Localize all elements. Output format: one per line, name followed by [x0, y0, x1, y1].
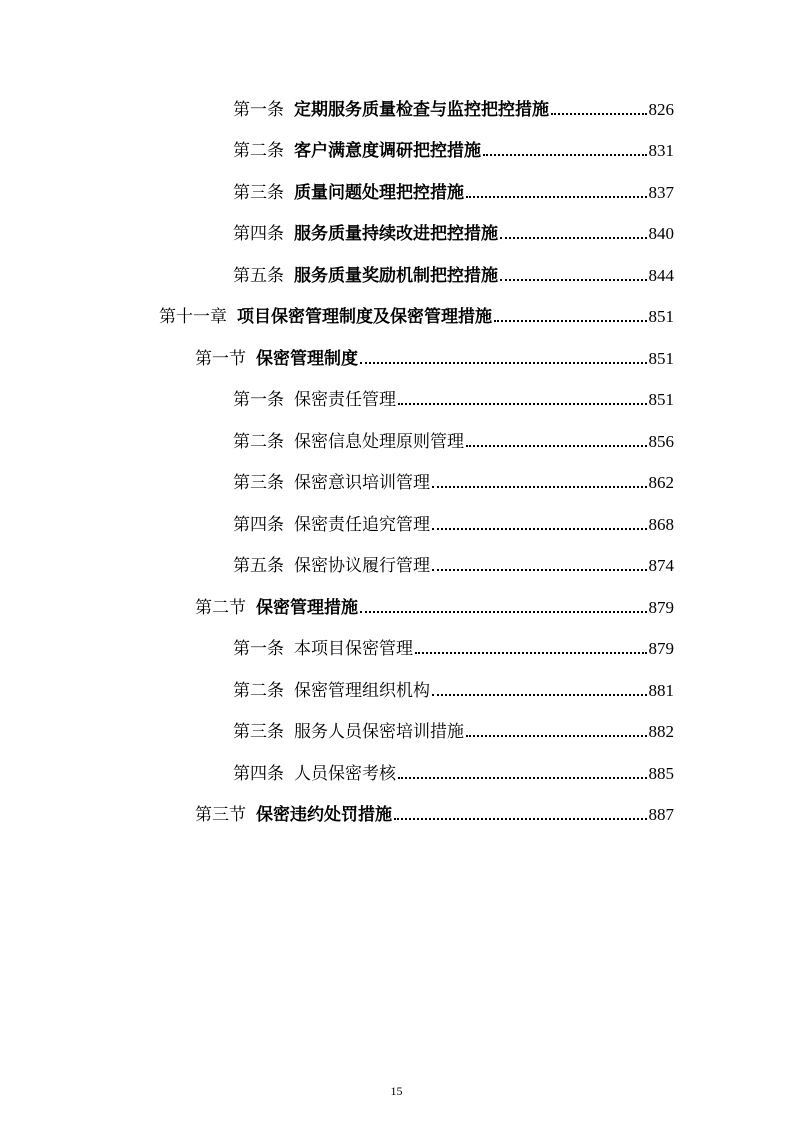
toc-entry-number: 第五条 — [233, 265, 284, 286]
toc-entry-title: 保密责任管理 — [294, 390, 396, 411]
toc-entry-section[interactable] — [0, 338, 674, 380]
toc-entry-page: 831 — [648, 141, 674, 161]
toc-entry-title: 保密协议履行管理 — [294, 556, 430, 577]
toc-entry-number: 第四条 — [233, 514, 284, 535]
toc-entry-article[interactable] — [0, 504, 674, 546]
toc-entry-title: 保密责任追究管理 — [294, 514, 430, 535]
toc-entry-title: 保密违约处罚措施 — [256, 805, 392, 826]
toc-entry-page: 862 — [648, 473, 674, 493]
toc-dot-leader — [360, 362, 647, 364]
toc-entry-number: 第一条 — [233, 390, 284, 411]
toc-entry-article[interactable] — [0, 172, 674, 214]
toc-dot-leader — [466, 196, 647, 198]
toc-dot-leader — [415, 652, 647, 654]
table-of-contents — [0, 89, 793, 836]
toc-entry-page: 856 — [648, 431, 674, 451]
toc-dot-leader — [500, 279, 647, 281]
toc-entry-number: 第二条 — [233, 141, 284, 162]
toc-entry-article[interactable] — [0, 380, 674, 422]
toc-entry-title: 服务质量持续改进把控措施 — [294, 224, 498, 245]
toc-entry-page: 851 — [648, 348, 674, 368]
toc-entry-number: 第一条 — [233, 639, 284, 660]
toc-entry-page: 826 — [648, 99, 674, 119]
toc-entry-number: 第三条 — [233, 722, 284, 743]
toc-entry-title: 保密管理制度 — [256, 348, 358, 369]
toc-dot-leader — [394, 818, 647, 820]
toc-entry-title: 保密意识培训管理 — [294, 473, 430, 494]
toc-entry-page: 851 — [648, 307, 674, 327]
toc-dot-leader — [432, 528, 647, 530]
toc-entry-page: 844 — [648, 265, 674, 285]
toc-dot-leader — [432, 569, 647, 571]
toc-entry-article[interactable] — [0, 629, 674, 671]
toc-entry-number: 第十一章 — [159, 307, 227, 328]
toc-entry-number: 第二条 — [233, 680, 284, 701]
toc-entry-number: 第二节 — [195, 597, 246, 618]
toc-entry-number: 第三条 — [233, 473, 284, 494]
toc-dot-leader — [551, 113, 647, 115]
toc-entry-page: 868 — [648, 514, 674, 534]
page-number: 15 — [390, 1084, 403, 1098]
toc-entry-number: 第三条 — [233, 182, 284, 203]
toc-dot-leader — [500, 237, 647, 239]
toc-entry-article[interactable] — [0, 712, 674, 754]
toc-dot-leader — [360, 611, 647, 613]
toc-entry-title: 定期服务质量检查与监控把控措施 — [294, 99, 549, 120]
toc-entry-article[interactable] — [0, 255, 674, 297]
toc-entry-page: 885 — [648, 763, 674, 783]
toc-dot-leader — [494, 320, 647, 322]
toc-dot-leader — [398, 403, 647, 405]
toc-entry-number: 第二条 — [233, 431, 284, 452]
toc-entry-title: 客户满意度调研把控措施 — [294, 141, 481, 162]
toc-entry-title: 本项目保密管理 — [294, 639, 413, 660]
toc-entry-article[interactable] — [0, 463, 674, 505]
toc-entry-title: 人员保密考核 — [294, 763, 396, 784]
toc-entry-page: 837 — [648, 182, 674, 202]
toc-entry-page: 879 — [648, 639, 674, 659]
toc-entry-chapter[interactable] — [0, 297, 674, 339]
toc-entry-number: 第一条 — [233, 99, 284, 120]
toc-entry-page: 840 — [648, 224, 674, 244]
toc-dot-leader — [483, 154, 647, 156]
toc-entry-title: 项目保密管理制度及保密管理措施 — [237, 307, 492, 328]
toc-entry-page: 887 — [648, 805, 674, 825]
toc-entry-title: 保密信息处理原则管理 — [294, 431, 464, 452]
toc-entry-article[interactable] — [0, 131, 674, 173]
toc-entry-page: 851 — [648, 390, 674, 410]
toc-entry-article[interactable] — [0, 670, 674, 712]
toc-entry-title: 服务质量奖励机制把控措施 — [294, 265, 498, 286]
toc-entry-number: 第四条 — [233, 224, 284, 245]
toc-dot-leader — [466, 445, 647, 447]
toc-entry-title: 服务人员保密培训措施 — [294, 722, 464, 743]
toc-entry-article[interactable] — [0, 421, 674, 463]
toc-dot-leader — [432, 486, 647, 488]
toc-entry-section[interactable] — [0, 795, 674, 837]
toc-entry-number: 第五条 — [233, 556, 284, 577]
toc-entry-page: 874 — [648, 556, 674, 576]
toc-entry-page: 879 — [648, 597, 674, 617]
toc-dot-leader — [466, 735, 647, 737]
toc-dot-leader — [398, 777, 647, 779]
toc-entry-page: 881 — [648, 680, 674, 700]
toc-entry-section[interactable] — [0, 587, 674, 629]
toc-entry-number: 第四条 — [233, 763, 284, 784]
toc-entry-article[interactable] — [0, 753, 674, 795]
toc-entry-page: 882 — [648, 722, 674, 742]
toc-entry-number: 第三节 — [195, 805, 246, 826]
toc-entry-title: 质量问题处理把控措施 — [294, 182, 464, 203]
toc-entry-article[interactable] — [0, 89, 674, 131]
toc-entry-article[interactable] — [0, 546, 674, 588]
toc-dot-leader — [432, 694, 647, 696]
toc-entry-number: 第一节 — [195, 348, 246, 369]
toc-entry-title: 保密管理组织机构 — [294, 680, 430, 701]
toc-entry-article[interactable] — [0, 214, 674, 256]
toc-entry-title: 保密管理措施 — [256, 597, 358, 618]
